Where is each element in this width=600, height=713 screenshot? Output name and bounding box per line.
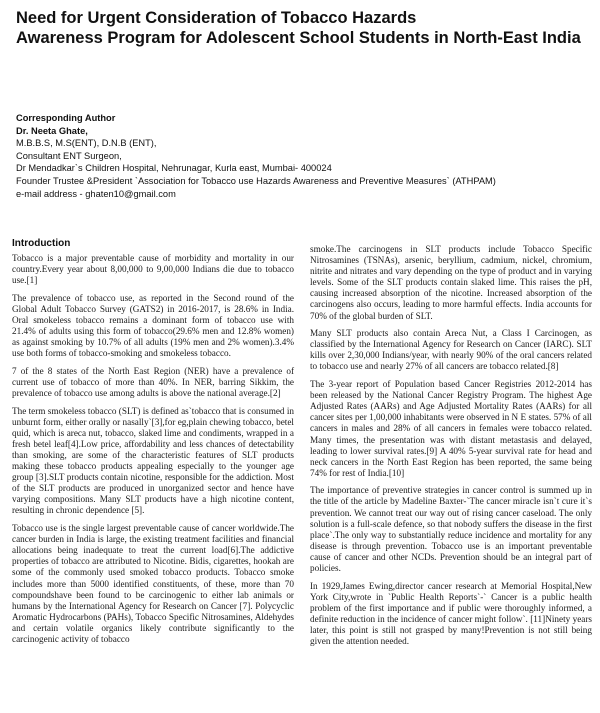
author-position: Consultant ENT Surgeon, xyxy=(16,150,122,161)
author-degrees: M.B.B.S, M.S(ENT), D.N.B (ENT), xyxy=(16,138,157,149)
right-column xyxy=(310,244,592,654)
paragraph: smoke.The carcinogens in SLT products include Tobacco Specific Nitrosamines (TSNAs), arsenic, beryllium, cadmium, nickel, chromium, nitrite and nitrates and vary depending on the type of product and in varying levels. Some of the SLT products contain slaked lime. This raises the pH, causing increased absorption of the nicotine. Increased absorption of the carcinogens also occurs, leading to more harmful effects. India accounts for 70% of the global burden of SLT. xyxy=(310,244,592,321)
paragraph: 7 of the 8 states of the North East Region (NER) have a prevalence of current use of tobacco of more than 40%. In NER, barring Sikkim, the prevalence of tobacco use among adults is above the national average.[2] xyxy=(12,365,294,399)
title-line-1: Need for Urgent Consideration of Tobacco Hazards xyxy=(16,9,417,27)
paragraph: Many SLT products also contain Areca Nut, a Class I Carcinogen, as classified by the International Agency for Research on Cancer (IARC). SLT kills over 2,30,000 Indians/year, with nearly 90% of the oral cancers related to tobacco use and nearly 27% of all cancers are tobacco related.[8] xyxy=(310,328,592,372)
paper-title xyxy=(16,8,586,48)
author-name: Dr. Neeta Ghate, xyxy=(16,125,88,136)
title-line-2: Awareness Program for Adolescent School Students in North-East India xyxy=(16,29,581,47)
author-block xyxy=(16,112,586,200)
paragraph: The 3-year report of Population based Cancer Registries 2012-2014 has been released by the National Cancer Registry Program. The highest Age Adjusted Rates (AARs) and Age Adjusted Mortality Rates (AARs) for all cancer sites per 1,00,000 inhabitants were observed in N E states. 57% of all cancers in males and 28% of all cancers in females were tobacco related. Many times, the presentation was with distant metastasis and delayed, leading to lower survival rates.[9] A 40% 5-year survival rate for head and neck cancers in the North East Region has been reported, the same being 74% for rest of India.[10] xyxy=(310,379,592,478)
paragraph: The importance of preventive strategies in cancer control is summed up in the title of the article by Madeline Baxter-`The cancer miracle isn`t cure it`s prevention. We cannot treat our way out of rising cancer caseload. The only solution is a full-scale defence, so that nobody suffers the disease in the first place`.The only way to substantially reduce incidence and mortality for any disease is through prevention. Tobacco use is an important preventable cause of cancer and other NCDs. Prevention should be an integral part of policies. xyxy=(310,485,592,574)
paragraph: Tobacco use is the single largest preventable cause of cancer worldwide.The cancer burden in India is large, the existing treatment facilities and financial allocations being inadequate to treat the current load[6].The addictive properties of tobacco are attributed to Nicotine. Bidis, cigarettes, hookah are some of the commonly used smoked tobacco products. Tobacco smoke includes more than 5000 identified constituents, of these, more than 70 compoundshave been found to be carcinogenic to either lab animals or humans by the International Agency for Research on Cancer [7]. Polycyclic Aromatic Hydrocarbons (PAHs), Tobacco Specific Nitrosamines, Aldehydes and certain volatile organics likely contribute significantly to the carcinogenic activity of tobacco xyxy=(12,523,294,644)
corresponding-author-label: Corresponding Author xyxy=(16,113,116,123)
paragraph: In 1929,James Ewing,director cancer research at Memorial Hospital,New York City,wrote in `Public Health Reports`-` Cancer is a public health problem of the first importance and if public were thoroughly informed, a definite reduction in the incidence of cancer might follow`. [11]Ninety years later, this point is still not grasped by many!Prevention is not still being given the attention needed. xyxy=(310,580,592,647)
author-founder: Founder Trustee &President `Association for Tobacco use Hazards Awareness and Preventive Measures` (ATHPAM) xyxy=(16,175,496,186)
left-column xyxy=(12,238,294,652)
paragraph: The term smokeless tobacco (SLT) is defined as`tobacco that is consumed in unburnt form, either orally or nasally`[3],for eg,plain chewing tobacco, betel quid, which is areca nut, tobacco, slaked lime and condiments, wrapped in a fresh betel leaf[4].Low price, affordability and less chances of detectability than smoking, are some of the characteristic features of SLT products making these tobacco products appealing especially to the younger age group [3].SLT products contain nicotine, responsible for the addiction. Most of the SLT products are produced in unorganized sector and hence have varying compositions. Many SLT products have a high nicotine content, resulting in chronic dependence [5]. xyxy=(12,405,294,516)
author-email: e-mail address - ghaten10@gmail.com xyxy=(16,188,176,199)
paragraph: The prevalence of tobacco use, as reported in the Second round of the Global Adult Tobacco Survey (GATS2) in 2016-2017, is 28.6% in India. Oral smokeless tobacco remains a dominant form of tobacco use with 21.4% of adults using this form of tobacco(29.6% men and 12.8% women) as against smoking by 10.7% of all adults (19% men and 2% women).3.4% use both forms of tobacco-smoking and smokeless tobacco. xyxy=(12,292,294,359)
introduction-heading: Introduction xyxy=(12,238,71,249)
paragraph: Tobacco is a major preventable cause of morbidity and mortality in our country.Every year about 8,00,000 to 9,00,000 Indians die due to tobacco use.[1] xyxy=(12,253,294,286)
author-address: Dr Mendadkar`s Children Hospital, Nehrunagar, Kurla east, Mumbai- 400024 xyxy=(16,163,332,174)
